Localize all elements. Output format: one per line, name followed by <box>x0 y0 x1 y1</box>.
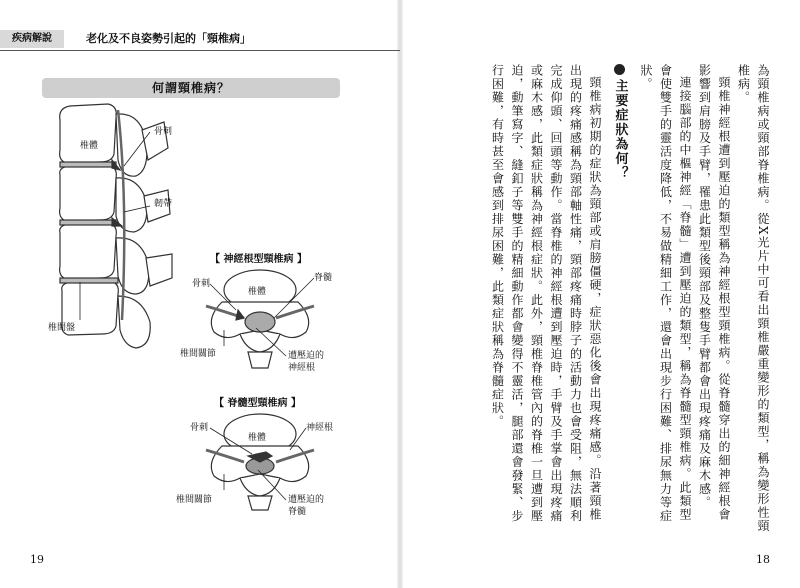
label-vertebra: 椎體 <box>80 141 99 151</box>
nerve-root-type-title: 【 神經根型頸椎病 】 <box>210 254 307 265</box>
my-label-facet: 椎間關節 <box>176 495 213 505</box>
label-disc: 椎間盤 <box>48 323 76 333</box>
section-heading-text: 主要症狀為何？ <box>612 79 628 181</box>
body-text-vertical <box>462 64 772 534</box>
my-label-compressed-2: 脊髓 <box>288 507 307 517</box>
nr-label-vertebra: 椎體 <box>248 287 267 297</box>
body-paragraph-2: 頸椎神經根遭到壓迫的類型稱為神經根型頸椎病。從脊髓穿出的細神經根會影響到肩膀及手臂，罹患此類型後頸部及整隻手臂都會出現疼痛及麻木感。 <box>697 64 731 522</box>
myelopathy-type-title: 【 脊髓型頸椎病 】 <box>214 398 301 409</box>
page-number-left: 19 <box>30 553 44 566</box>
section-tag: 疾病解說 <box>0 30 64 48</box>
figure-title-box: 何謂頸椎病？ <box>42 78 340 98</box>
nr-label-compressed-1: 遭壓迫的 <box>288 351 325 361</box>
my-label-compressed-1: 遭壓迫的 <box>288 495 325 505</box>
label-ligament: 韌帶 <box>154 199 173 209</box>
nr-label-cord: 脊髓 <box>314 273 333 283</box>
section-heading <box>610 64 630 534</box>
page-number-right: 18 <box>756 553 770 566</box>
label-spur: 骨刺 <box>154 127 173 137</box>
nr-label-compressed-2: 神經根 <box>288 363 316 373</box>
bullet-dot-icon <box>614 64 625 75</box>
body-paragraph-4: 頸椎病初期的症狀為頸部或肩膀僵硬，症狀惡化後會出現疼痛感。沿著頸椎出現的疼痛感稱為頸部軸性痛，頸部疼痛時脖子的活動力也會受阻，無法順利完成仰頭、回頭等動作。當脊椎的神經根遭到壓迫時，手臂及手掌會出現疼痛或麻木感，此類症狀稱為神經根症狀。此外，頸椎脊椎管內的脊椎一旦遭到壓迫，動筆寫字、縫釦子等雙手的精細動作都會變得不靈活，腿部還會發緊、步行困難，有時甚至會感到排尿困難，此類症狀稱為脊髓症狀。 <box>490 64 602 523</box>
spine-side-view <box>60 104 172 348</box>
section-title: 老化及不良姿勢引起的「頸椎病」 <box>86 32 251 45</box>
body-paragraph-1: 為頸椎病或頸部脊椎病。從X光片中可看出頸椎嚴重變形的類型，稱為變形性頸椎病。 <box>736 64 770 534</box>
my-label-root: 神經根 <box>306 423 334 433</box>
nr-label-facet: 椎間關節 <box>180 349 217 359</box>
body-paragraph-3: 連接腦部的中樞神經「脊髓」遭到壓迫的類型，稱為脊髓型頸椎病。此類型會使雙手的靈活度降低，不易做精細工作，還會出現步行困難、排尿無力等症狀。 <box>639 64 692 523</box>
nr-label-spur: 骨刺 <box>192 279 211 289</box>
my-label-spur: 骨刺 <box>190 423 209 433</box>
my-label-vertebra: 椎體 <box>248 433 267 443</box>
